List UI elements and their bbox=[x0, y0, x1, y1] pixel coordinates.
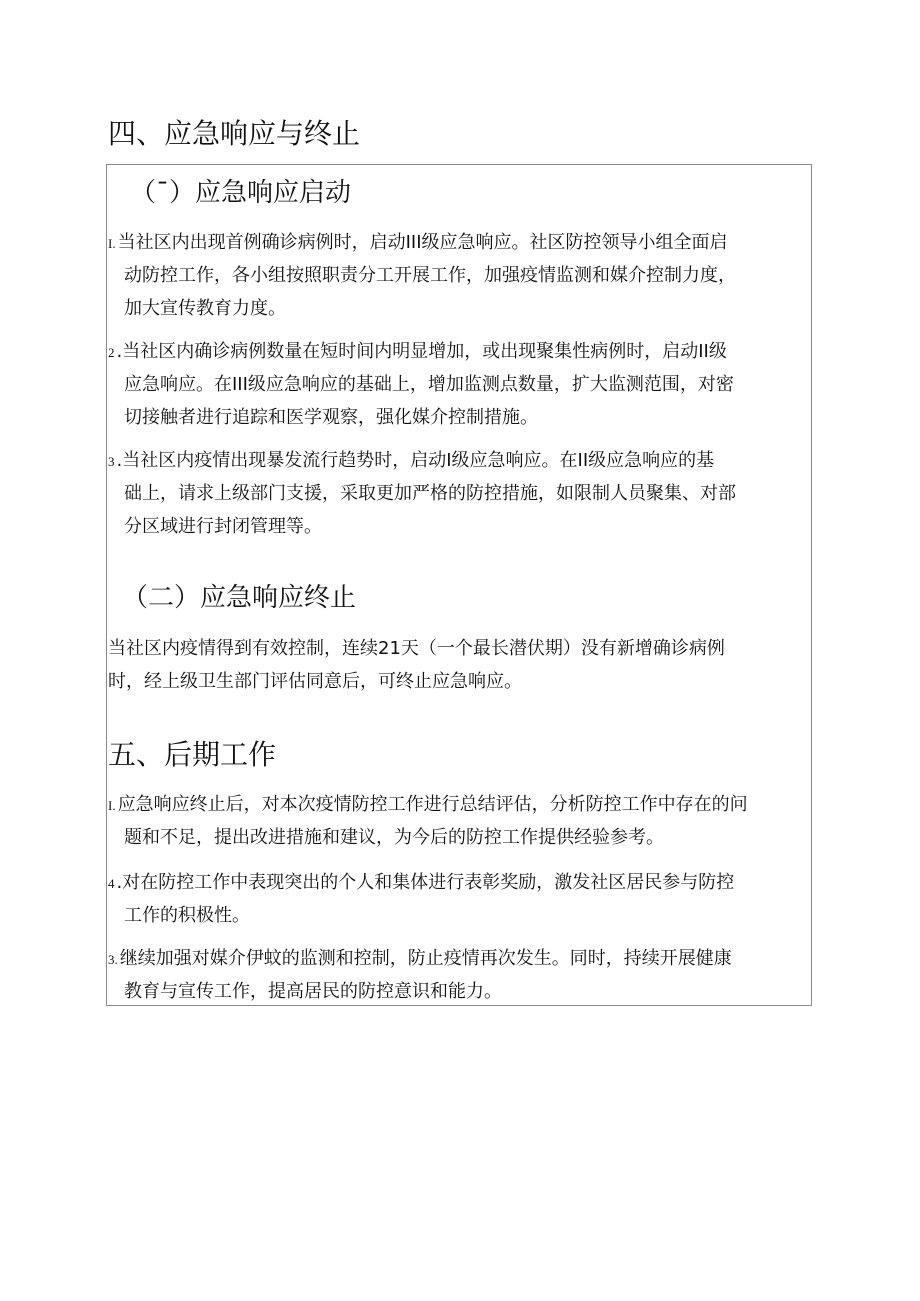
item-number: 4 bbox=[108, 876, 115, 891]
item-text: 分区域进行封闭管理等。 bbox=[124, 516, 322, 537]
item-text: 题和不足，提出改进措施和建议，为今后的防控工作提供经验参考。 bbox=[124, 827, 664, 848]
subsection-1-heading: （¯）应急响应启动 bbox=[130, 178, 352, 208]
section-4-heading: 四、应急响应与终止 bbox=[108, 117, 361, 150]
item-text: 础上，请求上级部门支援，采取更加严格的防控措施，如限制人员聚集、对部 bbox=[124, 483, 736, 504]
paragraph-text: 时，经上级卫生部门评估同意后，可终止应急响应。 bbox=[108, 671, 522, 692]
item-number: I. bbox=[108, 798, 116, 813]
item-text: 当社区内出现首例确诊病例时，启动III级应急响应。社区防控领导小组全面启 bbox=[117, 232, 728, 253]
item-number: 2 bbox=[108, 345, 115, 360]
list-item bbox=[108, 866, 734, 932]
item-text: 动防控工作，各小组按照职责分工开展工作，加强疫情监测和媒介控制力度， bbox=[124, 265, 736, 286]
list-item bbox=[108, 788, 748, 854]
item-number: 3. bbox=[108, 952, 118, 967]
item-number: 3 bbox=[108, 454, 115, 469]
item-text: 教育与宣传工作，提高居民的防控意识和能力。 bbox=[124, 981, 502, 1002]
item-text: 切接触者进行追踪和医学观察，强化媒介控制措施。 bbox=[124, 407, 538, 428]
item-text: 工作的积极性。 bbox=[124, 905, 250, 926]
paragraph bbox=[108, 632, 725, 698]
item-text: 应急响应终止后，对本次疫情防控工作进行总结评估，分析防控工作中存在的问 bbox=[117, 794, 748, 815]
item-text: .对在防控工作中表现突出的个人和集体进行表彰奖励，激发社区居民参与防控 bbox=[116, 872, 735, 893]
list-item bbox=[108, 335, 734, 434]
list-item bbox=[108, 226, 736, 325]
item-text: .当社区内疫情出现暴发流行趋势时，启动I级应急响应。在II级应急响应的基 bbox=[116, 450, 715, 471]
item-text: 继续加强对媒介伊蚊的监测和控制，防止疫情再次发生。同时，持续开展健康 bbox=[119, 948, 732, 969]
section-5-heading: 五、后期工作 bbox=[108, 738, 277, 771]
list-item bbox=[108, 942, 732, 1008]
item-text: .当社区内确诊病例数量在短时间内明显增加，或出现聚集性病例时，启动II级 bbox=[116, 341, 727, 362]
item-number: I. bbox=[108, 236, 116, 251]
paragraph-text: 当社区内疫情得到有效控制，连续21天（一个最长潜伏期）没有新增确诊病例 bbox=[108, 638, 725, 659]
item-text: 应急响应。在III级应急响应的基础上，增加监测点数量，扩大监测范围，对密 bbox=[124, 374, 734, 395]
subsection-2-heading: （二）应急响应终止 bbox=[122, 583, 357, 613]
list-item bbox=[108, 444, 736, 543]
item-text: 加大宣传教育力度。 bbox=[124, 298, 286, 319]
